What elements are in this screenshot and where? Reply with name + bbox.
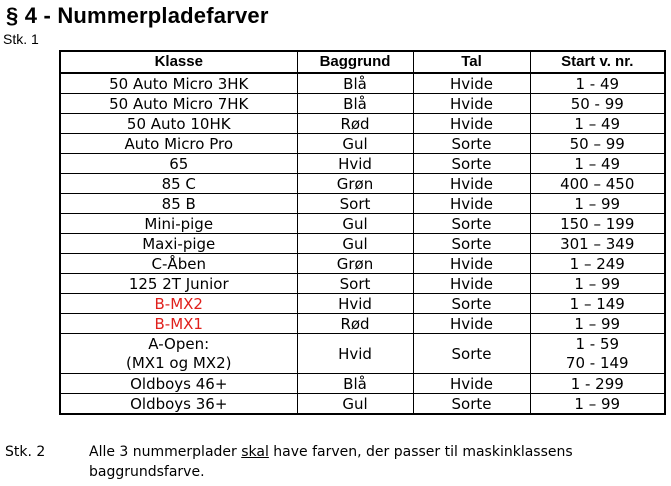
cell-baggrund: Blå [297, 73, 413, 94]
column-header-tal: Tal [413, 52, 530, 73]
cell-start: 1 - 299 [530, 374, 664, 394]
table-header-row [61, 52, 664, 73]
cell-klasse: 50 Auto 10HK [61, 114, 297, 134]
cell-baggrund: Blå [297, 94, 413, 114]
table-row [61, 194, 664, 214]
cell-tal: Hvide [413, 314, 530, 334]
cell-klasse: Oldboys 46+ [61, 374, 297, 394]
cell-start: 1 – 49 [530, 154, 664, 174]
table-row [61, 234, 664, 254]
cell-tal: Hvide [413, 274, 530, 294]
table-row [61, 114, 664, 134]
table-row [61, 374, 664, 394]
cell-baggrund: Blå [297, 374, 413, 394]
cell-klasse: C-Åben [61, 254, 297, 274]
cell-tal: Hvide [413, 73, 530, 94]
cell-baggrund: Rød [297, 114, 413, 134]
cell-start-line-1: 1 - 59 [575, 334, 620, 353]
cell-klasse: Maxi-pige [61, 234, 297, 254]
cell-start: 1 - 49 [530, 73, 664, 94]
table-row [61, 254, 664, 274]
stk-2-text-underlined: skal [241, 444, 269, 460]
cell-baggrund: Gul [297, 214, 413, 234]
cell-tal: Sorte [413, 394, 530, 414]
cell-tal: Sorte [413, 134, 530, 154]
cell-baggrund: Gul [297, 134, 413, 154]
cell-start: 1 – 249 [530, 254, 664, 274]
table-row [61, 274, 664, 294]
cell-start: 1 – 99 [530, 314, 664, 334]
cell-tal: Sorte [413, 334, 530, 374]
cell-klasse: 65 [61, 154, 297, 174]
cell-start: 301 – 349 [530, 234, 664, 254]
cell-klasse [61, 334, 297, 374]
column-header-baggrund: Baggrund [297, 52, 413, 73]
cell-start: 50 – 99 [530, 134, 664, 154]
cell-tal: Sorte [413, 294, 530, 314]
table-row [61, 73, 664, 94]
cell-klasse: 85 C [61, 174, 297, 194]
cell-baggrund: Hvid [297, 294, 413, 314]
table-row [61, 314, 664, 334]
cell-klasse: 50 Auto Micro 7HK [61, 94, 297, 114]
cell-klasse: 85 B [61, 194, 297, 214]
table-row [61, 214, 664, 234]
cell-start: 1 – 49 [530, 114, 664, 134]
table-row [61, 94, 664, 114]
cell-baggrund: Gul [297, 394, 413, 414]
column-header-start: Start v. nr. [530, 52, 664, 73]
cell-tal: Hvide [413, 374, 530, 394]
cell-start: 1 – 149 [530, 294, 664, 314]
cell-klasse-line-2: (MX1 og MX2) [126, 353, 232, 372]
stk-2-label: Stk. 2 [5, 444, 46, 460]
cell-klasse: Auto Micro Pro [61, 134, 297, 154]
cell-start-line-2: 70 - 149 [565, 353, 629, 372]
cell-klasse: Oldboys 36+ [61, 394, 297, 414]
cell-baggrund: Sort [297, 274, 413, 294]
cell-baggrund: Rød [297, 314, 413, 334]
cell-klasse: 125 2T Junior [61, 274, 297, 294]
table-row [61, 154, 664, 174]
table-row [61, 134, 664, 154]
cell-start [530, 334, 664, 374]
table-row [61, 294, 664, 314]
table-row [61, 394, 664, 414]
stk-1-label: Stk. 1 [3, 31, 39, 47]
cell-klasse: Mini-pige [61, 214, 297, 234]
cell-start: 1 – 99 [530, 194, 664, 214]
cell-start: 150 – 199 [530, 214, 664, 234]
cell-baggrund: Gul [297, 234, 413, 254]
stk-2-text-after: have farven, der passer til maskinklassens baggrundsfarve. [89, 444, 573, 480]
cell-tal: Hvide [413, 194, 530, 214]
cell-start: 50 - 99 [530, 94, 664, 114]
cell-baggrund: Grøn [297, 254, 413, 274]
table-row [61, 174, 664, 194]
cell-baggrund: Hvid [297, 334, 413, 374]
cell-tal: Hvide [413, 94, 530, 114]
cell-start: 1 – 99 [530, 274, 664, 294]
cell-tal: Sorte [413, 154, 530, 174]
number-plate-table [59, 50, 666, 415]
cell-baggrund: Sort [297, 194, 413, 214]
cell-klasse: B-MX1 [61, 314, 297, 334]
column-header-klasse: Klasse [61, 52, 297, 73]
cell-baggrund: Grøn [297, 174, 413, 194]
cell-tal: Sorte [413, 214, 530, 234]
stk-2-text [89, 442, 659, 482]
cell-klasse: 50 Auto Micro 3HK [61, 73, 297, 94]
cell-tal: Hvide [413, 114, 530, 134]
cell-klasse: B-MX2 [61, 294, 297, 314]
cell-tal: Hvide [413, 174, 530, 194]
cell-start: 400 – 450 [530, 174, 664, 194]
cell-tal: Sorte [413, 234, 530, 254]
section-heading: § 4 - Nummerpladefarver [6, 3, 269, 28]
cell-baggrund: Hvid [297, 154, 413, 174]
table-row [61, 334, 664, 374]
cell-klasse-line-1: A-Open: [148, 334, 210, 353]
stk-2-text-before: Alle 3 nummerplader [89, 444, 242, 460]
cell-tal: Hvide [413, 254, 530, 274]
cell-start: 1 – 99 [530, 394, 664, 414]
